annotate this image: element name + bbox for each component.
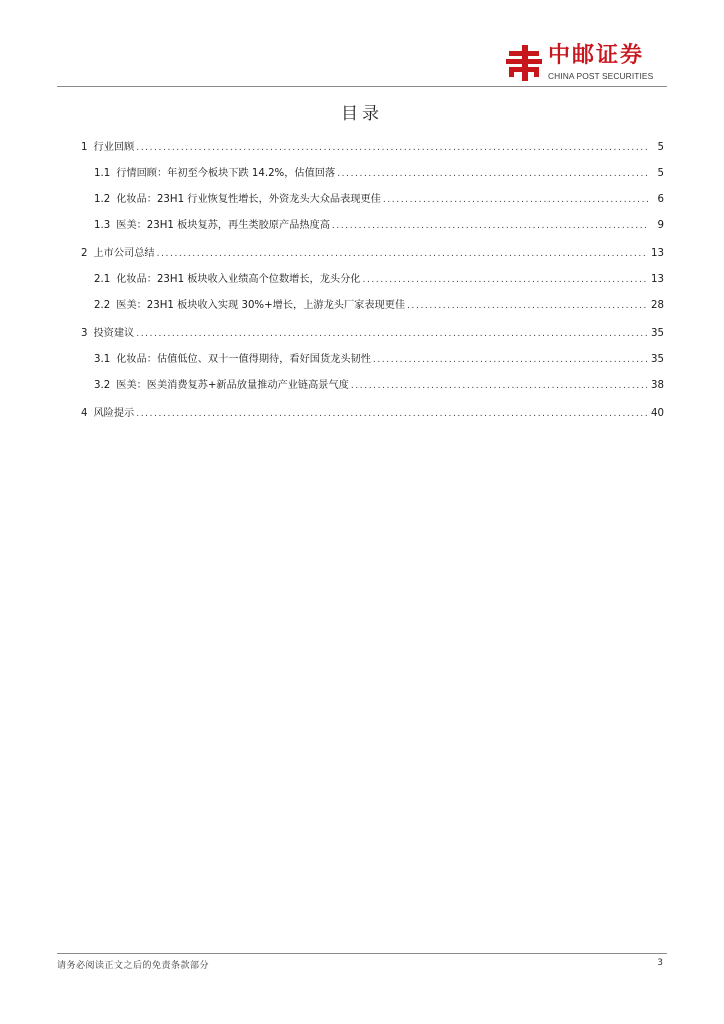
toc-subsection-entry[interactable] — [94, 272, 667, 288]
toc-entry-page: 40 — [651, 408, 664, 419]
toc-subsection-entry[interactable] — [94, 218, 667, 234]
toc-entry-page: 35 — [651, 328, 664, 339]
toc-entry-number: 1 — [81, 142, 88, 153]
toc-entry-title: 化妆品：23H1 板块收入业绩高个位数增长，龙头分化 — [116, 274, 361, 285]
company-logo — [505, 44, 665, 84]
toc-dot-leader — [136, 406, 647, 422]
toc-entry-number: 2 — [81, 248, 88, 259]
logo-english-name: CHINA POST SECURITIES — [548, 71, 654, 81]
toc-entry-number: 4 — [81, 408, 88, 419]
toc-subsection-entry[interactable] — [94, 298, 667, 314]
footer-disclaimer: 请务必阅读正文之后的免责条款部分 — [57, 961, 210, 971]
toc-dot-leader — [373, 352, 647, 368]
toc-subsection-entry[interactable] — [94, 166, 667, 182]
toc-entry-title: 投资建议 — [93, 328, 135, 339]
page-header — [57, 38, 667, 87]
toc-entry-number: 3.2 — [94, 380, 111, 391]
toc-subsection-entry[interactable] — [94, 192, 667, 208]
toc-entry-page: 5 — [657, 168, 664, 179]
toc-dot-leader — [337, 166, 648, 182]
toc-entry-number: 3 — [81, 328, 88, 339]
toc-entry-number: 2.2 — [94, 300, 111, 311]
toc-entry-page: 28 — [651, 300, 664, 311]
toc-dot-leader — [351, 378, 647, 394]
toc-entry-page: 6 — [657, 194, 664, 205]
toc-section-entry[interactable] — [81, 406, 667, 422]
toc-entry-page: 13 — [651, 274, 664, 285]
toc-entry-page: 13 — [651, 248, 664, 259]
toc-entry-title: 风险提示 — [93, 408, 135, 419]
toc-entry-title: 化妆品：23H1 行业恢复性增长，外资龙头大众品表现更佳 — [116, 194, 381, 205]
toc-entry-number: 2.1 — [94, 274, 111, 285]
toc-entry-title: 医美：23H1 板块复苏，再生类胶原产品热度高 — [116, 220, 330, 231]
toc-entry-title: 医美：23H1 板块收入实现 30%+增长，上游龙头厂家表现更佳 — [116, 300, 406, 311]
toc-dot-leader — [362, 272, 647, 288]
toc-entry-title: 医美：医美消费复苏+新品放量推动产业链高景气度 — [116, 380, 349, 391]
toc-entry-title: 行情回顾：年初至今板块下跌 14.2%，估值回落 — [116, 168, 336, 179]
toc-dot-leader — [136, 326, 647, 342]
toc-section-entry[interactable] — [81, 246, 667, 262]
toc-entry-page: 35 — [651, 354, 664, 365]
toc-entry-page: 38 — [651, 380, 664, 391]
toc-dot-leader — [383, 192, 648, 208]
toc-entry-number: 1.2 — [94, 194, 111, 205]
toc-dot-leader — [407, 298, 647, 314]
toc-section-entry[interactable] — [81, 326, 667, 342]
toc-entry-page: 5 — [657, 142, 664, 153]
toc-entry-title: 化妆品：估值低位、双十一值得期待，看好国货龙头韧性 — [116, 354, 371, 365]
logo-chinese-name: 中邮证券 — [548, 43, 645, 68]
toc-dot-leader — [157, 246, 647, 262]
footer-page-number: 3 — [657, 958, 663, 968]
toc-dot-leader — [332, 218, 648, 234]
page-footer — [57, 953, 667, 976]
toc-entry-number: 1.3 — [94, 220, 111, 231]
china-post-logo-icon — [505, 44, 543, 82]
toc-dot-leader — [136, 140, 648, 156]
toc-subsection-entry[interactable] — [94, 352, 667, 368]
toc-entry-page: 9 — [657, 220, 664, 231]
toc-subsection-entry[interactable] — [94, 378, 667, 394]
toc-entry-number: 1.1 — [94, 168, 111, 179]
toc-entry-title: 行业回顾 — [93, 142, 135, 153]
page-title: 目录 — [341, 104, 383, 124]
toc-entry-title: 上市公司总结 — [93, 248, 155, 259]
toc-section-entry[interactable] — [81, 140, 667, 156]
toc-entry-number: 3.1 — [94, 354, 111, 365]
